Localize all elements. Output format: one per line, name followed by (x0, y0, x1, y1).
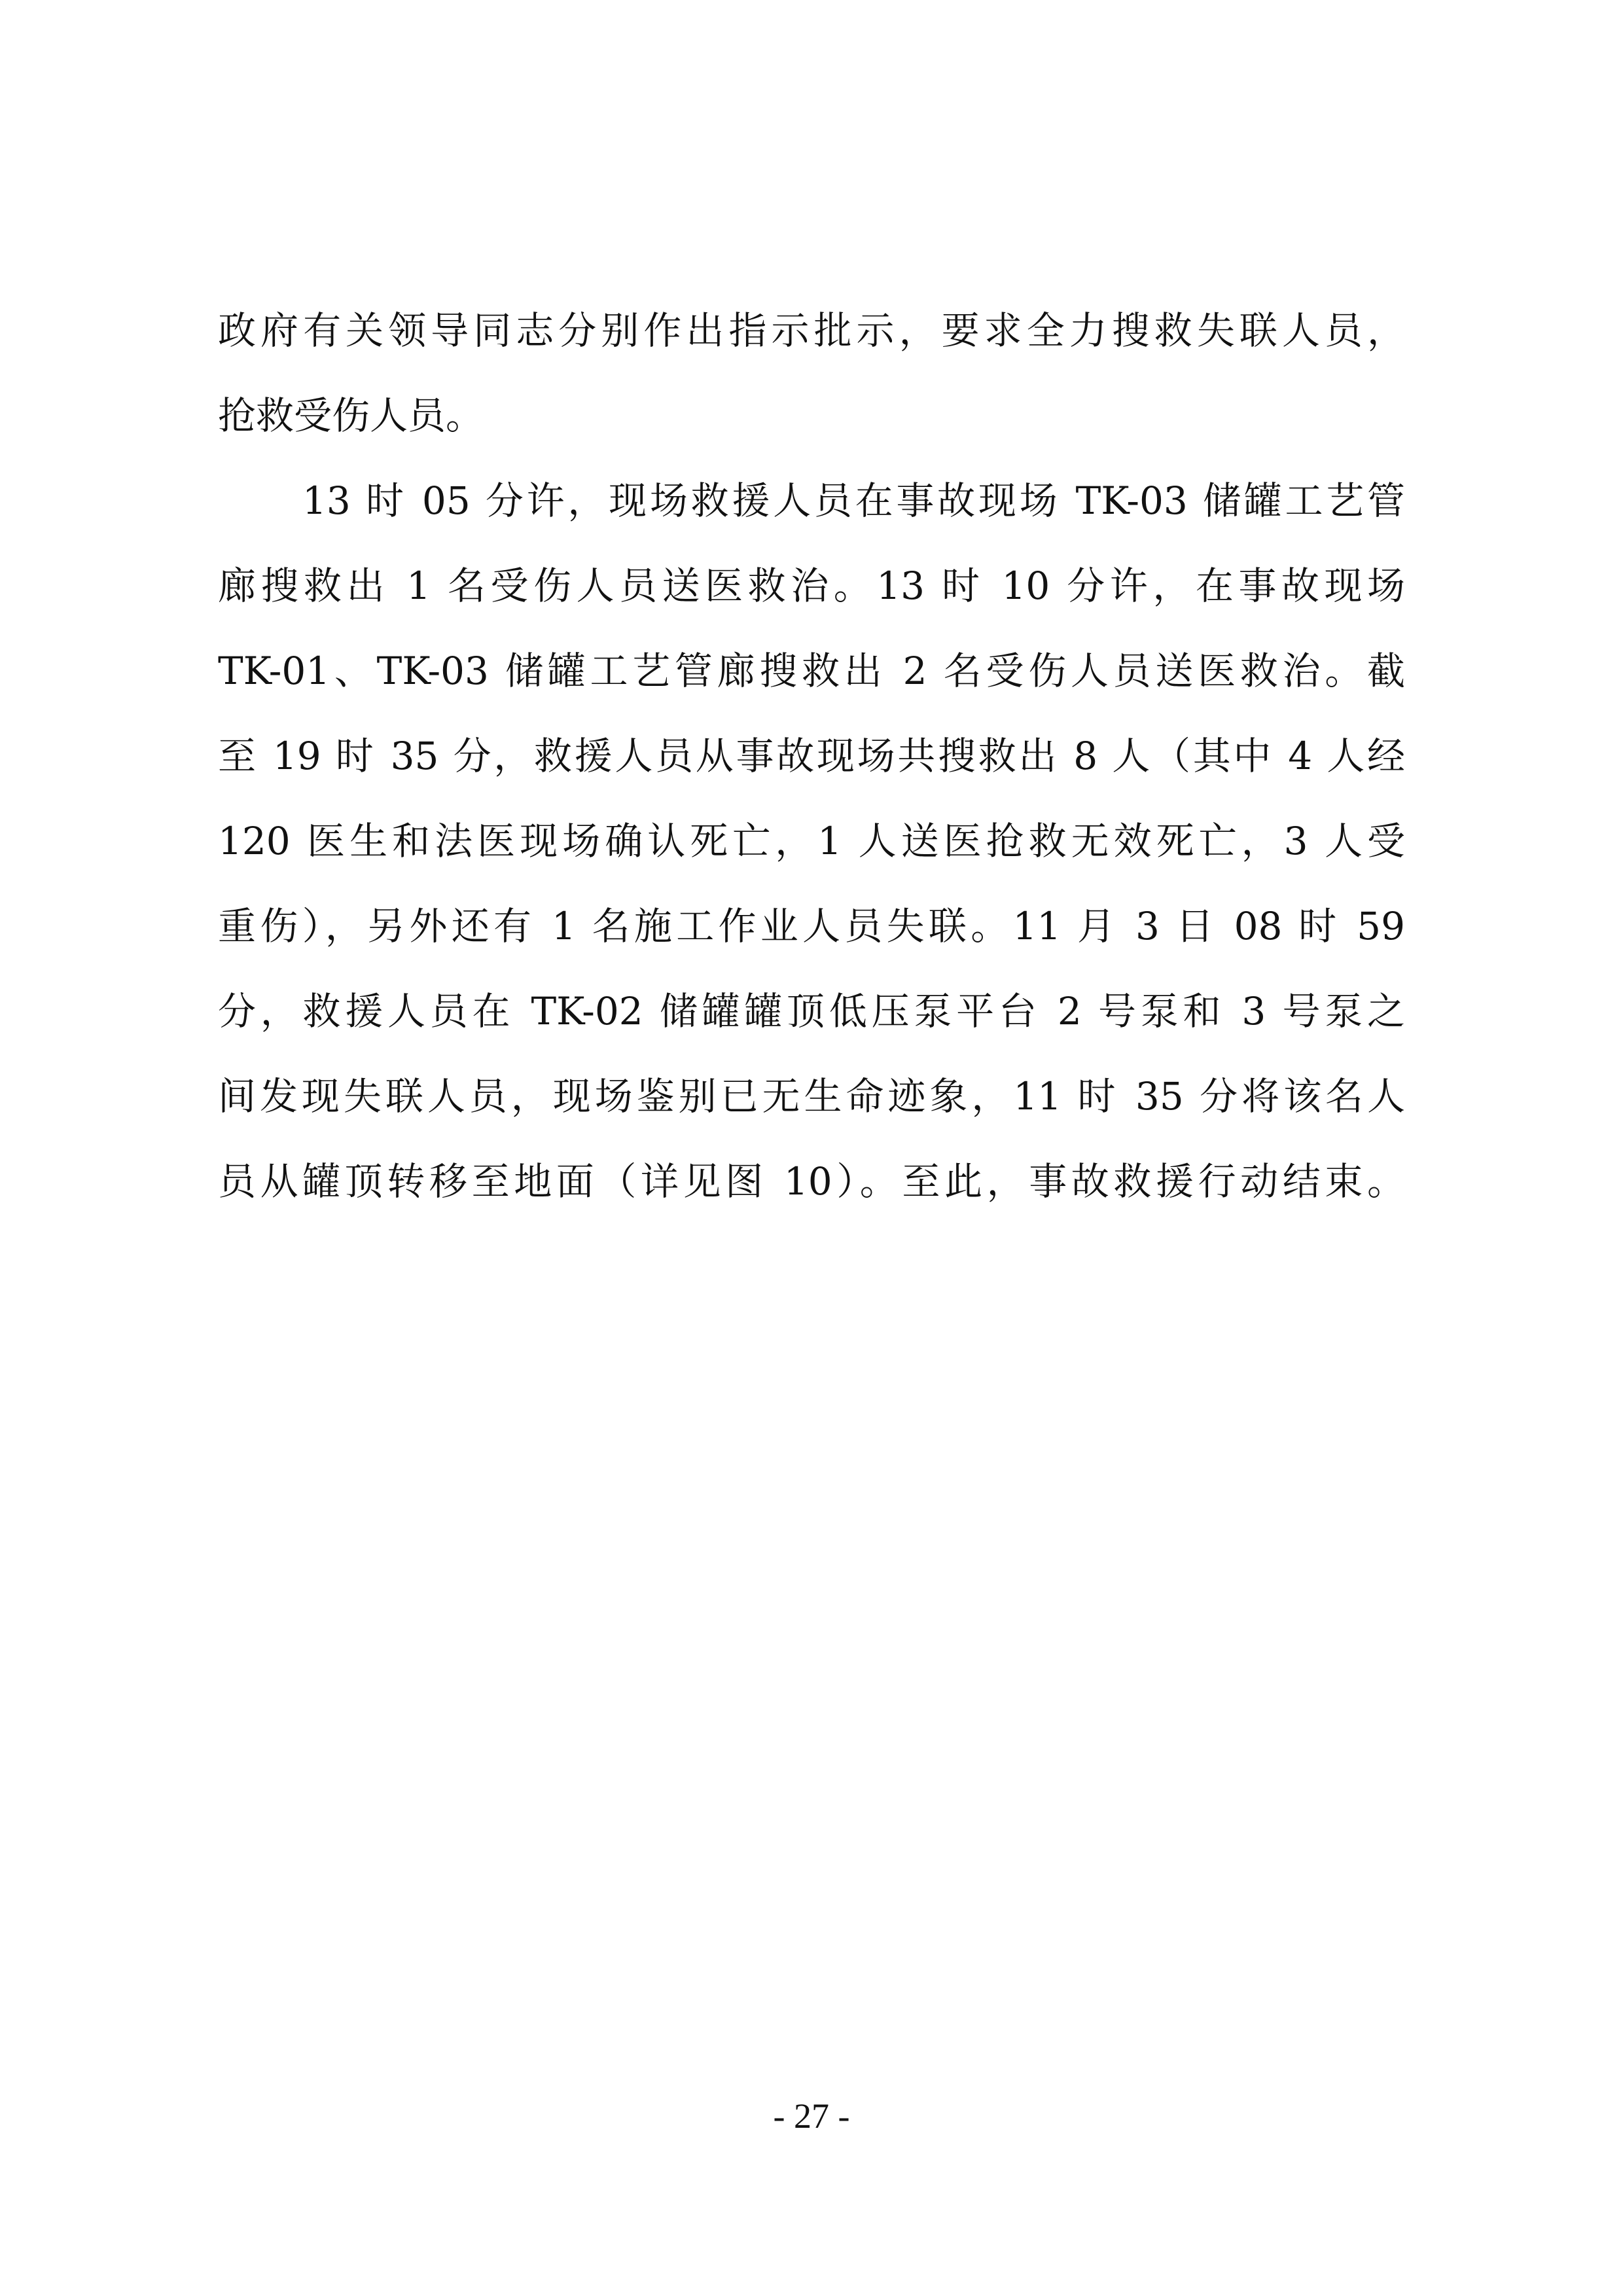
paragraph-rescue-operations (218, 458, 1405, 1224)
page-number: - 27 - (773, 2096, 850, 2136)
text-line: 廊搜救出 1 名受伤人员送医救治。13 时 10 分许，在事故现场 (218, 564, 1405, 608)
text-line: 间发现失联人员，现场鉴别已无生命迹象，11 时 35 分将该名人 (218, 1074, 1405, 1119)
text-line: TK-01、TK-03 储罐工艺管廊搜救出 2 名受伤人员送医救治。截 (218, 649, 1405, 693)
text-line: 员从罐顶转移至地面（详见图 10）。至此，事故救援行动结束。 (218, 1159, 1405, 1204)
text-line: 120 医生和法医现场确认死亡，1 人送医抢救无效死亡，3 人受 (218, 819, 1405, 863)
text-line: 13 时 05 分许，现场救援人员在事故现场 TK-03 储罐工艺管 (302, 478, 1405, 523)
paragraph-leadership-instructions (218, 288, 1405, 458)
text-line: 政府有关领导同志分别作出指示批示，要求全力搜救失联人员， (218, 308, 1405, 353)
text-line: 至 19 时 35 分，救援人员从事故现场共搜救出 8 人（其中 4 人经 (218, 734, 1405, 778)
body-text (218, 288, 1405, 1224)
text-line: 分，救援人员在 TK-02 储罐罐顶低压泵平台 2 号泵和 3 号泵之 (218, 989, 1405, 1033)
text-line: 重伤），另外还有 1 名施工作业人员失联。11 月 3 日 08 时 59 (218, 904, 1405, 948)
text-line: 抢救受伤人员。 (218, 393, 484, 438)
